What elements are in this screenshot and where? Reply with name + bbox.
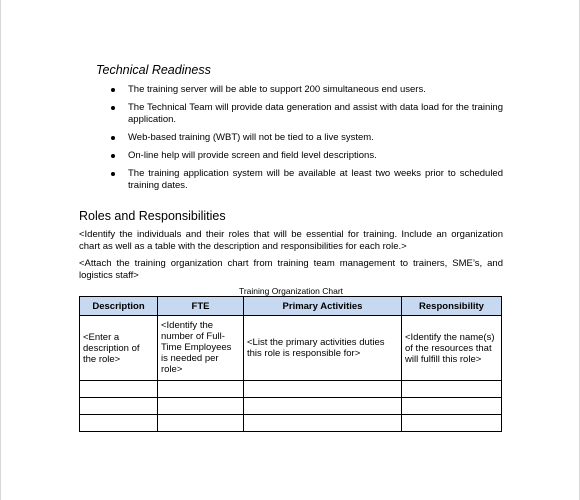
bullet-icon xyxy=(111,154,115,158)
list-item: Web-based training (WBT) will not be tied to a live system. xyxy=(111,132,503,144)
table-caption: Training Organization Chart xyxy=(238,286,344,296)
table-row xyxy=(80,415,502,432)
table-cell: <Identify the name(s) of the resources that will fulfill this role> xyxy=(402,316,502,381)
table-cell xyxy=(80,398,158,415)
table-cell: <Enter a description of the role> xyxy=(80,316,158,381)
table-cell xyxy=(158,415,244,432)
bullet-icon xyxy=(111,172,115,176)
header-fte: FTE xyxy=(158,297,244,316)
table-cell xyxy=(158,381,244,398)
table-row xyxy=(80,398,502,415)
roles-paragraph-2: <Attach the training organization chart from training team management to trainers, SME’s, and logistics staff> xyxy=(79,258,503,281)
table-cell xyxy=(244,415,402,432)
table-cell xyxy=(80,381,158,398)
technical-readiness-heading: Technical Readiness xyxy=(96,63,211,77)
roles-paragraph-1: <Identify the individuals and their roles that will be essential for training. Include an organization chart as well as a table with the description and responsibilities for each role.> xyxy=(79,229,503,252)
roles-heading: Roles and Responsibilities xyxy=(79,209,226,223)
table-cell: <List the primary activities duties this role is responsible for> xyxy=(244,316,402,381)
bullet-icon xyxy=(111,88,115,92)
table-cell: <Identify the number of Full-Time Employees is needed per role> xyxy=(158,316,244,381)
technical-readiness-list xyxy=(111,84,503,198)
list-item: On-line help will provide screen and field level descriptions. xyxy=(111,150,503,162)
list-item: The Technical Team will provide data generation and assist with data load for the training application. xyxy=(111,102,503,126)
table-header-row xyxy=(80,297,502,316)
table-cell xyxy=(402,381,502,398)
organization-table xyxy=(79,296,502,432)
table-row xyxy=(80,316,502,381)
list-item: The training application system will be available at least two weeks prior to scheduled training dates. xyxy=(111,168,503,192)
table-cell xyxy=(402,398,502,415)
table-row xyxy=(80,381,502,398)
table-cell xyxy=(80,415,158,432)
bullet-icon xyxy=(111,106,115,110)
table-cell xyxy=(244,381,402,398)
header-primary-activities: Primary Activities xyxy=(244,297,402,316)
header-responsibility: Responsibility xyxy=(402,297,502,316)
table-cell xyxy=(402,415,502,432)
list-item: The training server will be able to support 200 simultaneous end users. xyxy=(111,84,503,96)
table-cell xyxy=(244,398,402,415)
bullet-icon xyxy=(111,136,115,140)
table-cell xyxy=(158,398,244,415)
header-description: Description xyxy=(80,297,158,316)
